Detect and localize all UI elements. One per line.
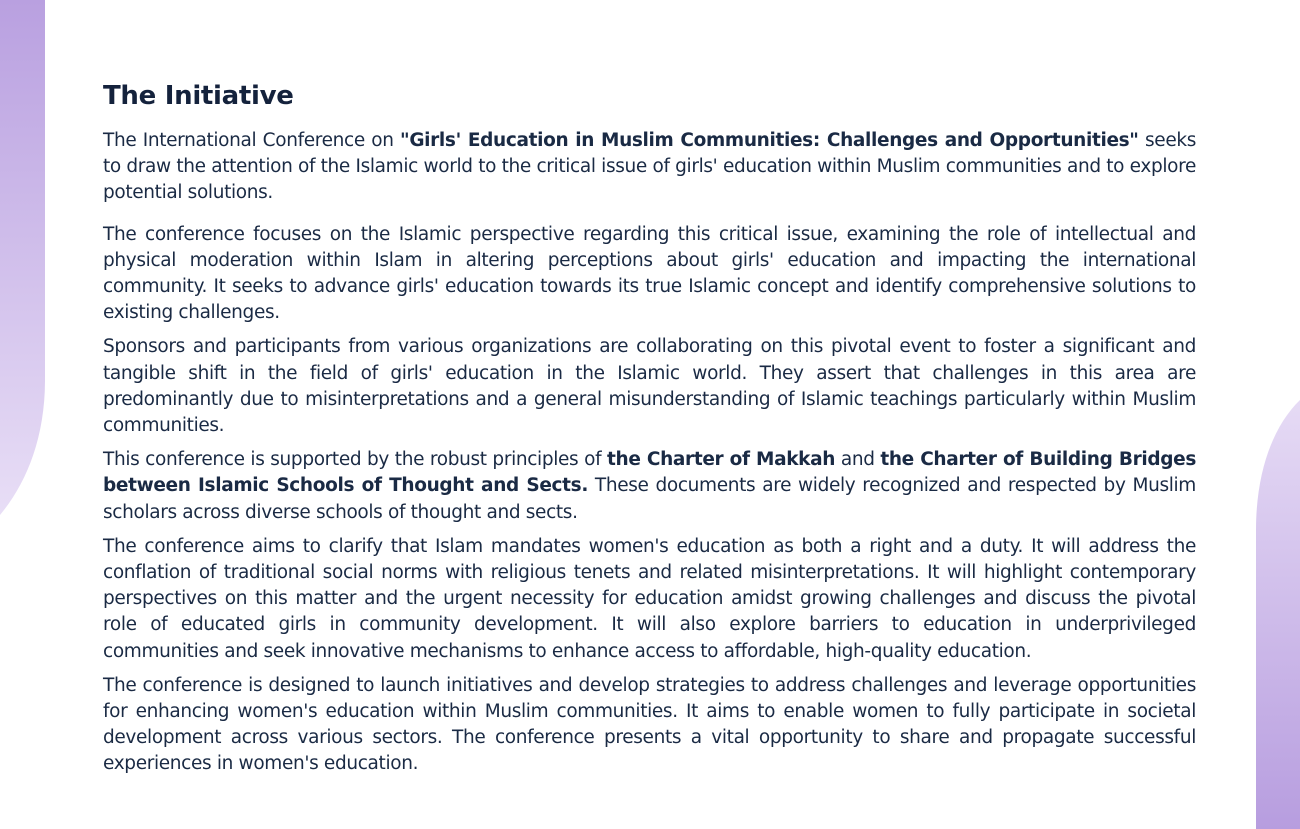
- charters-text-2: and: [835, 449, 881, 471]
- paragraph-intro: [103, 128, 1196, 207]
- charter-makkah: the Charter of Makkah: [607, 449, 836, 471]
- charters-text-1: This conference is supported by the robust principles of: [103, 449, 608, 471]
- section-heading: The Initiative: [103, 81, 294, 111]
- charter-building-bridges: the Charter of Building Bridges between Islamic Schools of Thought and Sects.: [103, 449, 1196, 497]
- charters-text-3: These documents are widely recognized and respected by Muslim scholars across diverse schools of thought and sects.: [103, 475, 1196, 523]
- paragraph-charters: [103, 447, 1196, 526]
- paragraph-design: The conference is designed to launch initiatives and develop strategies to address challenges and leverage opportunities for enhancing women's education within Muslim communities. It aims to enable women to fully participate in societal development across various sectors. The conference presents a vital opportunity to share and propagate successful experiences in women's education.: [103, 674, 1196, 775]
- conference-title: "Girls' Education in Muslim Communities: Challenges and Opportunities": [400, 130, 1139, 151]
- left-decorative-band: [0, 0, 45, 520]
- paragraph-sponsors: Sponsors and participants from various organizations are collaborating on this pivotal event to foster a significant and tangible shift in the field of girls' education in the Islamic world. They assert that challenges in this area are predominantly due to misinterpretations and a general misunderstanding of Islamic teachings particularly within Muslim communities.: [103, 336, 1196, 437]
- initiative-section: [103, 78, 1196, 786]
- paragraph-aims: The conference aims to clarify that Islam mandates women's education as both a right and a duty. It will address the conflation of traditional social norms with religious tenets and related misinterpretations. It will highlight contemporary perspectives on this matter and the urgent necessity for education amidst growing challenges and discuss the pivotal role of educated girls in community development. It will also explore barriers to education in underprivileged communities and seek innovative mechanisms to enhance access to affordable, high-quality education.: [103, 535, 1196, 662]
- paragraph-focus: The conference focuses on the Islamic perspective regarding this critical issue, examining the role of intellectual and physical moderation within Islam in altering perceptions about girls' education and impacting the international community. It seeks to advance girls' education towards its true Islamic concept and identify comprehensive solutions to existing challenges.: [103, 223, 1196, 324]
- intro-text-2: seeks to draw the attention of the Islamic world to the critical issue of girls' education within Muslim communities and to explore potential solutions.: [103, 130, 1196, 204]
- right-decorative-band: [1254, 400, 1300, 829]
- intro-text-1: The International Conference on: [103, 130, 401, 151]
